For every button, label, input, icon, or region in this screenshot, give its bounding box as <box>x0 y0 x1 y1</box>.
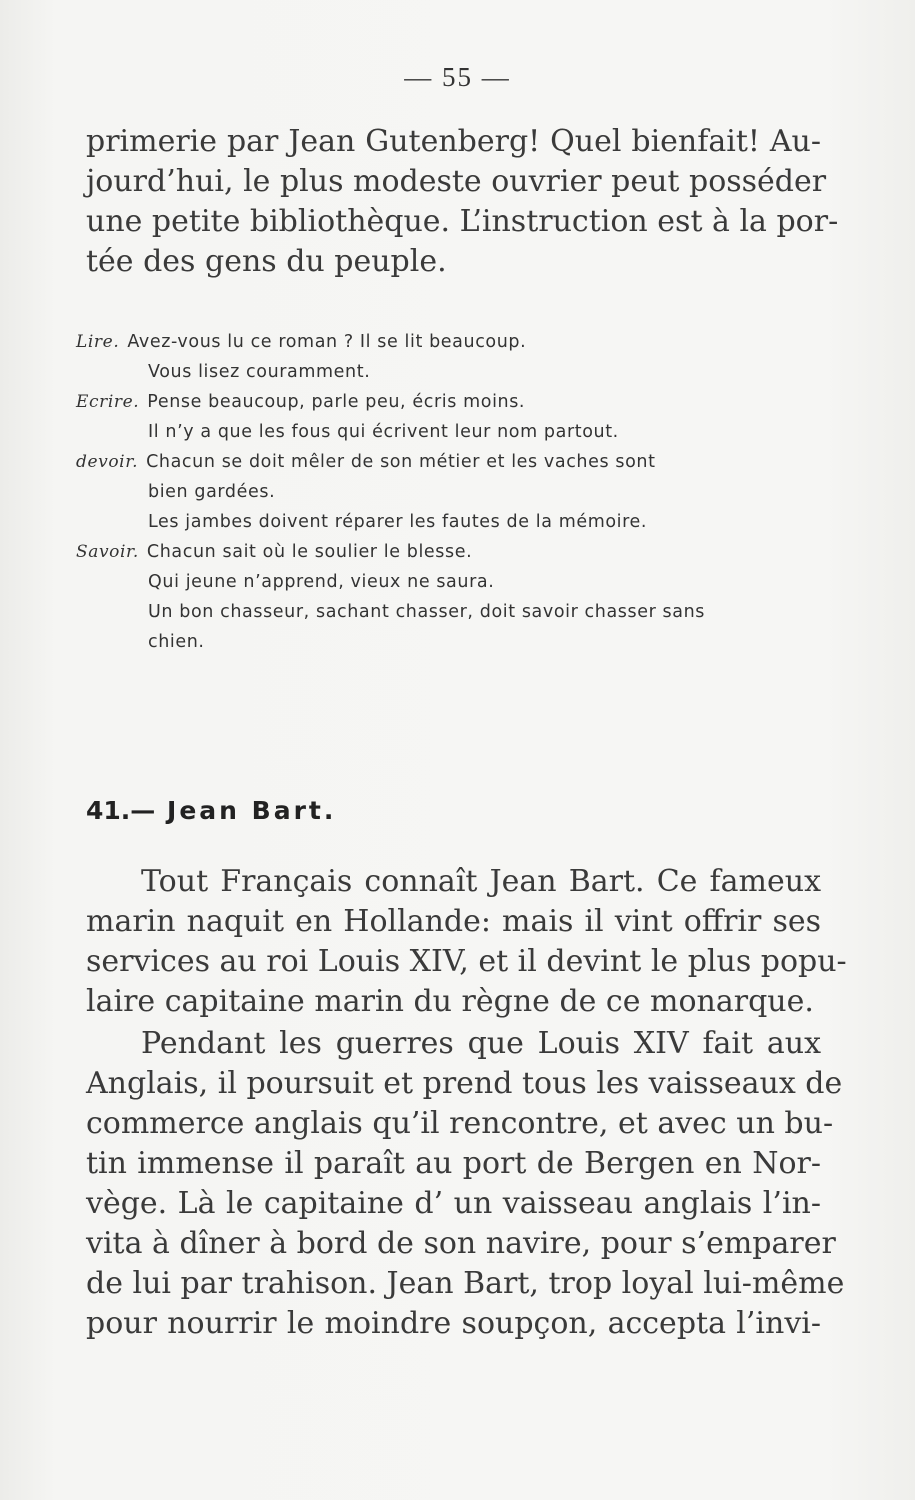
saying-text: Il n’y a que les fous qui écrivent leur nom partout. <box>148 422 619 442</box>
saying-text: Les jambes doivent réparer les fautes de la mémoire. <box>148 512 648 532</box>
text-line: Pendant les guerres que Louis XIV fait aux <box>141 1026 821 1061</box>
text-line: Anglais, il poursuit et prend tous les vaisseaux de <box>86 1066 843 1101</box>
saying-row <box>76 477 821 507</box>
saying-row <box>76 327 821 357</box>
page-number: — 55 — <box>404 62 511 92</box>
saying-text: Vous lisez couramment. <box>148 362 371 382</box>
saying-label: devoir. <box>76 452 139 472</box>
lesson-title: Jean Bart. <box>167 796 337 825</box>
saying-label: Ecrire. <box>76 392 140 412</box>
saying-row <box>76 447 821 477</box>
saying-row <box>76 507 821 537</box>
intro-paragraph <box>86 122 839 282</box>
lesson-number: 41.— <box>86 796 156 825</box>
text-line: vège. Là le capitaine d’ un vaisseau anglais l’in- <box>86 1186 821 1221</box>
saying-row <box>76 357 821 387</box>
paragraph-2 <box>86 1024 845 1344</box>
saying-row <box>76 417 821 447</box>
saying-text: Chacun se doit mêler de son métier et les vaches sont <box>146 452 656 472</box>
lesson-heading <box>86 796 336 825</box>
text-line: jourd’hui, le plus modeste ouvrier peut posséder <box>86 164 827 199</box>
saying-text: Un bon chasseur, sachant chasser, doit savoir chasser sans <box>148 602 706 622</box>
saying-text: Avez-vous lu ce roman ? Il se lit beaucoup. <box>127 332 527 352</box>
text-line: pour nourrir le moindre soupçon, accepta l’invi- <box>86 1306 821 1341</box>
saying-label: Savoir. <box>76 542 139 562</box>
saying-text: Pense beaucoup, parle peu, écris moins. <box>147 392 526 412</box>
text-line: Tout Français connaît Jean Bart. Ce fameux <box>141 864 821 899</box>
saying-text: Qui jeune n’apprend, vieux ne saura. <box>148 572 495 592</box>
text-line: tée des gens du peuple. <box>86 244 447 279</box>
saying-text: Chacun sait où le soulier le blesse. <box>146 542 473 562</box>
text-line: commerce anglais qu’il rencontre, et avec un bu- <box>86 1106 834 1141</box>
text-line: de lui par trahison. Jean Bart, trop loyal lui-même <box>86 1266 845 1301</box>
saying-text: chien. <box>148 632 205 652</box>
saying-label: Lire. <box>76 332 120 352</box>
text-line: services au roi Louis XIV, et il devint le plus popu- <box>86 944 847 979</box>
text-line: marin naquit en Hollande: mais il vint offrir ses <box>86 904 821 939</box>
text-line: vita à dîner à bord de son navire, pour s’emparer <box>86 1226 836 1261</box>
saying-row <box>76 597 821 627</box>
text-line: primerie par Jean Gutenberg! Quel bienfait! Au- <box>86 124 821 159</box>
saying-row <box>76 567 821 597</box>
text-line: une petite bibliothèque. L’instruction est à la por- <box>86 204 839 239</box>
paragraph-1 <box>86 862 847 1022</box>
saying-text: bien gardées. <box>148 482 276 502</box>
text-line: tin immense il paraît au port de Bergen en Nor- <box>86 1146 821 1181</box>
saying-row <box>76 387 821 417</box>
saying-row <box>76 537 821 567</box>
saying-row <box>76 627 821 657</box>
sayings-list <box>76 327 821 657</box>
text-line: laire capitaine marin du règne de ce monarque. <box>86 984 814 1019</box>
